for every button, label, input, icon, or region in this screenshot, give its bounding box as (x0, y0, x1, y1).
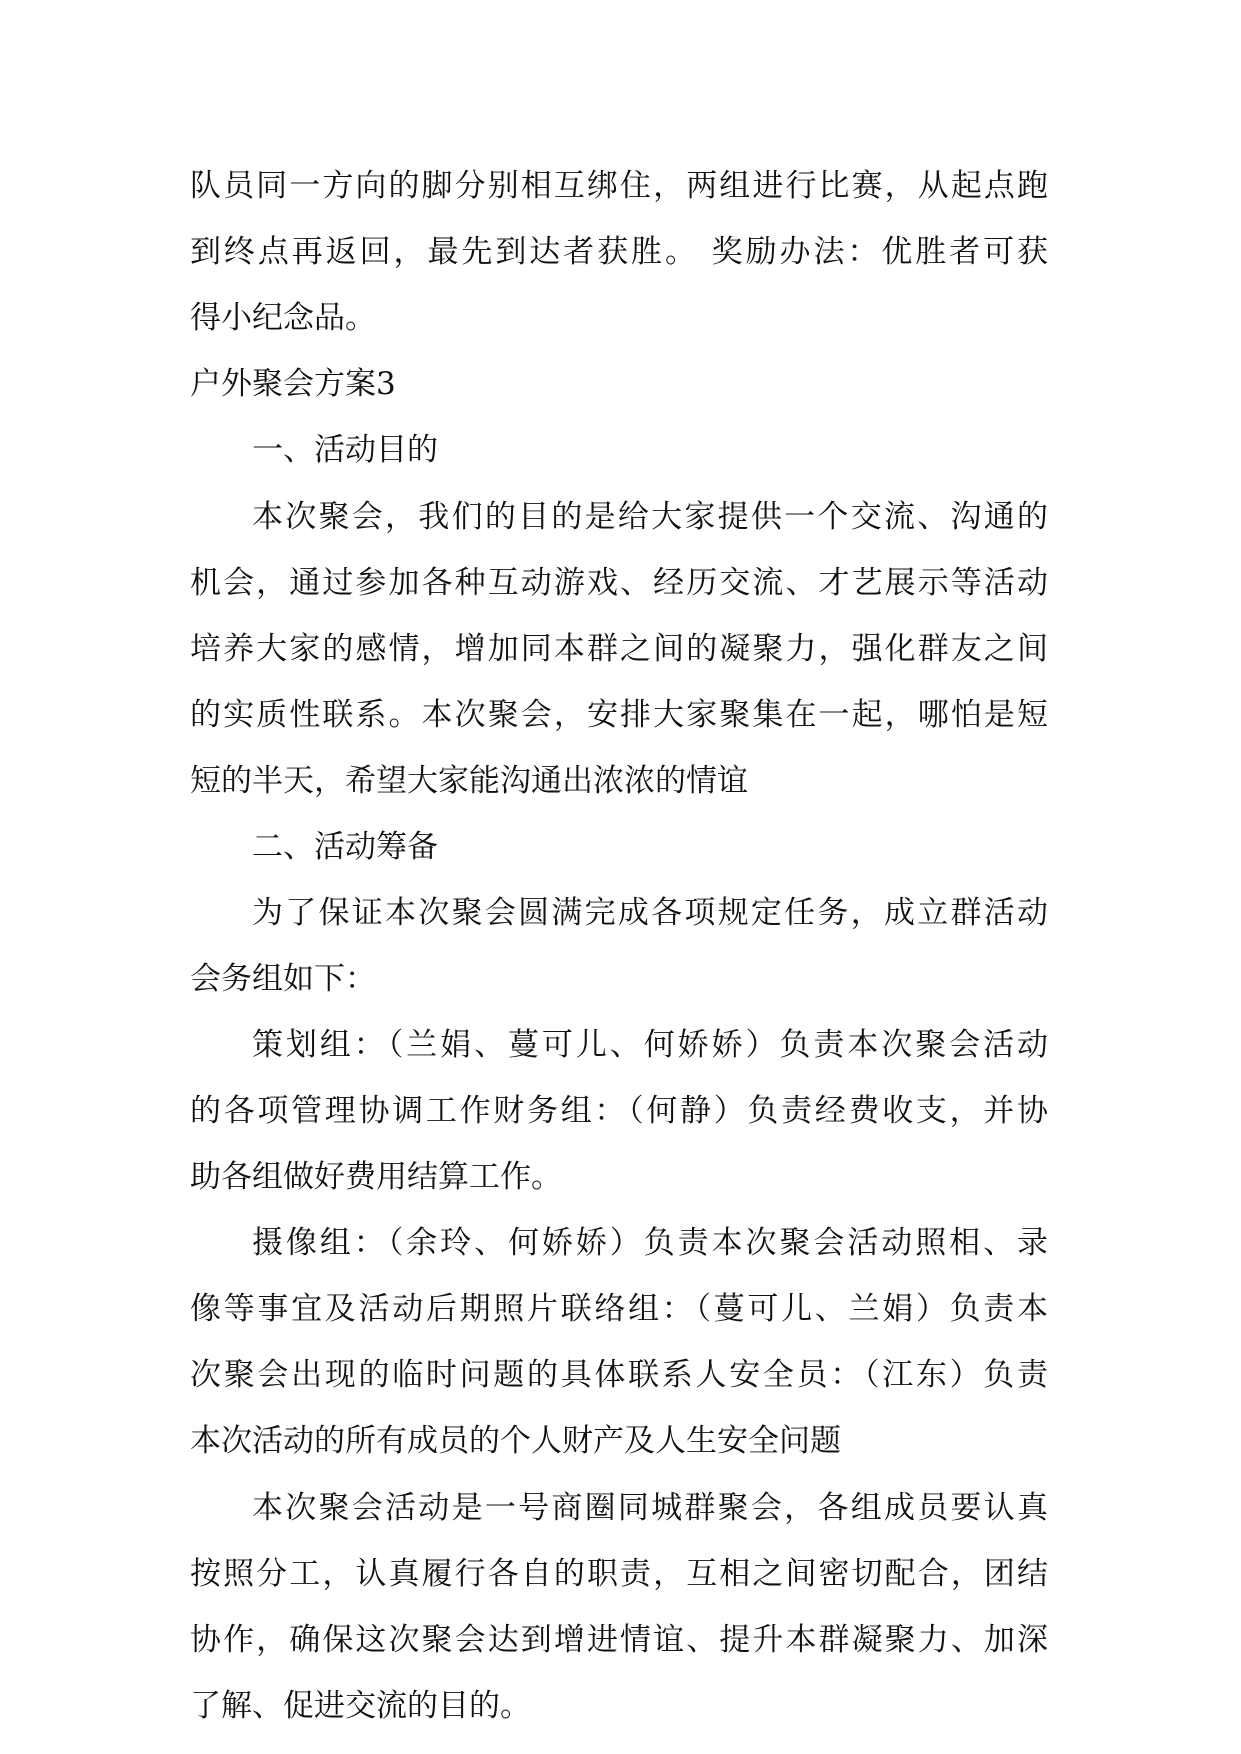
text-line: 像等事宜及活动后期照片联络组：（蔓可儿、兰娟）负责本 (190, 1291, 1048, 1327)
section-heading: 户外聚会方案3 (190, 366, 396, 402)
text-line: 机会，通过参加各种互动游戏、经历交流、才艺展示等活动 (190, 565, 1048, 601)
text-line: 按照分工，认真履行各自的职责，互相之间密切配合，团结 (190, 1556, 1048, 1592)
text-line: 会务组如下： (190, 961, 376, 997)
text-line: 得小纪念品。 (190, 300, 376, 336)
text-line: 了解、促进交流的目的。 (190, 1688, 531, 1724)
text-line: 短的半天，希望大家能沟通出浓浓的情谊 (190, 763, 748, 799)
text-line: 到终点再返回，最先到达者获胜。 奖励办法：优胜者可获 (190, 234, 1048, 270)
text-line: 次聚会出现的临时问题的具体联系人安全员：（江东）负责 (190, 1357, 1048, 1393)
text-line: 摄像组：（余玲、何娇娇）负责本次聚会活动照相、录 (252, 1225, 1048, 1261)
text-line: 培养大家的感情，增加同本群之间的凝聚力，强化群友之间 (190, 631, 1048, 667)
text-line: 为了保证本次聚会圆满完成各项规定任务，成立群活动 (252, 895, 1048, 931)
text-line: 的实质性联系。本次聚会，安排大家聚集在一起，哪怕是短 (190, 697, 1048, 733)
subsection-heading: 二、活动筹备 (252, 829, 438, 865)
text-line: 本次聚会活动是一号商圈同城群聚会，各组成员要认真 (252, 1490, 1048, 1526)
text-line: 本次活动的所有成员的个人财产及人生安全问题 (190, 1423, 841, 1459)
text-line: 的各项管理协调工作财务组：（何静）负责经费收支，并协 (190, 1093, 1048, 1129)
text-line: 协作，确保这次聚会达到增进情谊、提升本群凝聚力、加深 (190, 1622, 1048, 1658)
text-line: 本次聚会，我们的目的是给大家提供一个交流、沟通的 (252, 499, 1048, 535)
text-line: 助各组做好费用结算工作。 (190, 1159, 562, 1195)
text-line: 队员同一方向的脚分别相互绑住，两组进行比赛，从起点跑 (190, 168, 1048, 204)
subsection-heading: 一、活动目的 (252, 432, 438, 468)
text-line: 策划组：（兰娟、蔓可儿、何娇娇）负责本次聚会活动 (252, 1027, 1048, 1063)
